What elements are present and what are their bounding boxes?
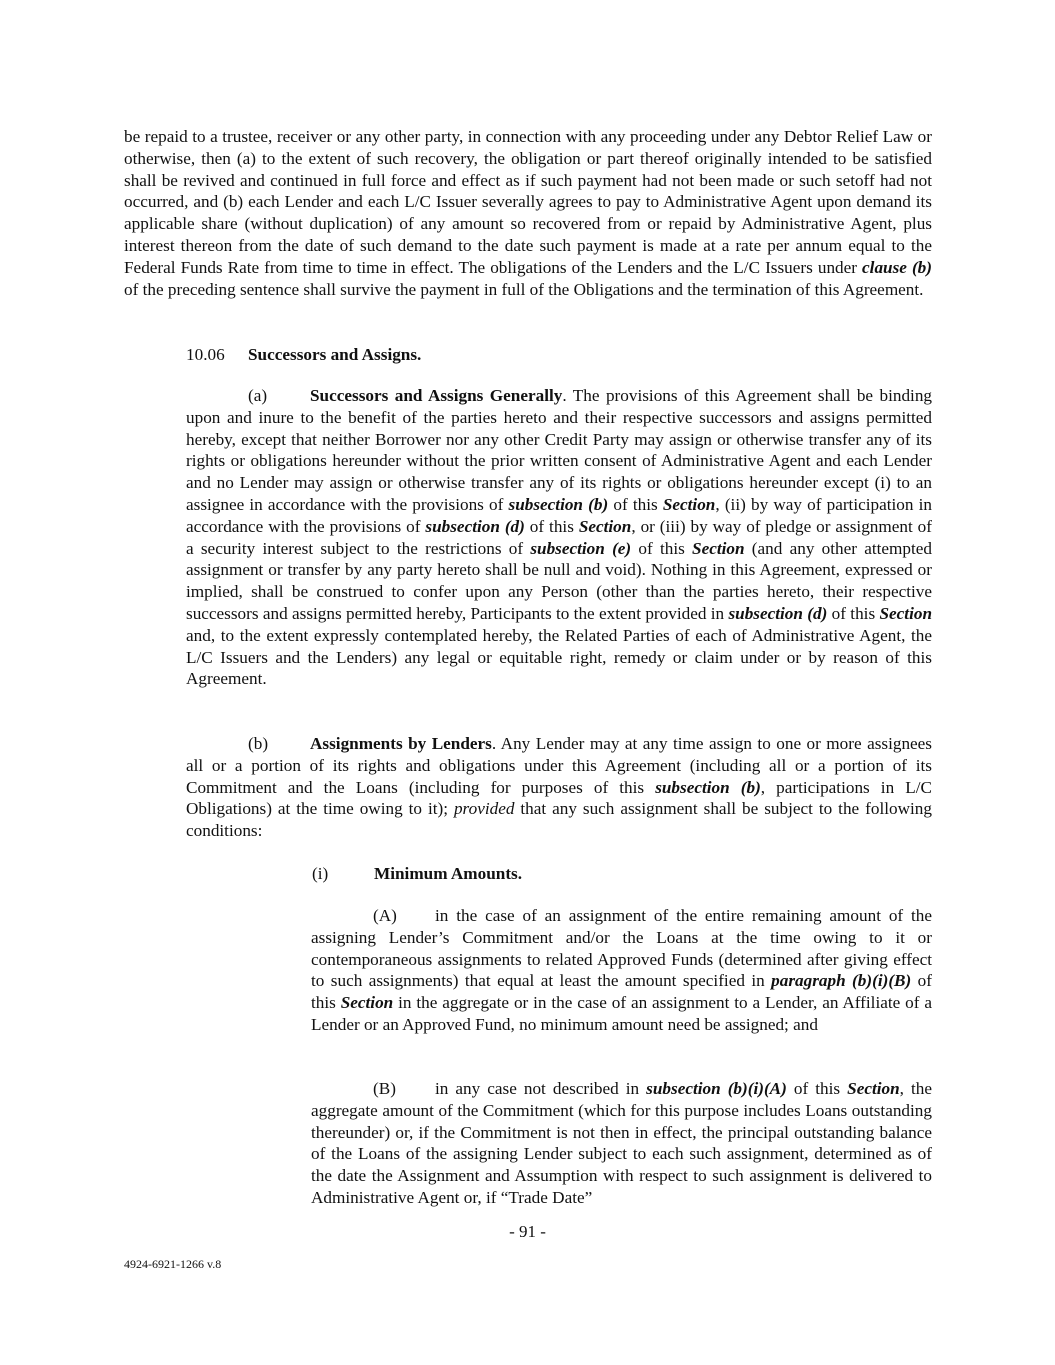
paragraph-heading: Successors and Assigns Generally <box>310 386 563 405</box>
italic-term: provided <box>453 799 515 819</box>
text-run: . The provisions of this Agreement shall be binding upon and inure to the benefit of the parties hereto and their respective successors and assigns permitted hereby, except that neither Borrower nor any other Credit Party may assign or otherwise transfer any of its rights or obligations hereunder without the prior written consent of Administrative Agent and each Lender and no Lender may assign or otherwise transfer any of its rights or obligations hereunder except (i) to an assignee in accordance with the provisions of <box>186 386 933 514</box>
text-run: , or (iii) by way of pledge or assignment of a security interest subject to the restrictions of <box>186 516 932 558</box>
cross-reference: Section <box>340 993 394 1013</box>
cross-reference: Section <box>662 494 716 514</box>
section-heading <box>186 344 421 366</box>
paragraph-label: (i) <box>312 864 329 883</box>
text-run: be repaid to a trustee, receiver or any other party, in connection with any proceeding under any Debtor Relief Law or otherwise, then (a) to the extent of such recovery, the obligation or part thereof originally intended to be satisfied shall be revived and continued in full force and effect as if such payment had not been made or such setoff had not occurred, and (b) each Lender and each L/C Issuer severally agrees to pay to Administrative Agent upon demand its applicable share (without duplication) of any amount so recovered from or repaid by Administrative Agent, plus interest thereon from the date of such demand to the date such payment is made at a rate per annum equal to the Federal Funds Rate from time to time in effect. The obligations of the Lenders and the L/C Issuers under <box>124 127 932 277</box>
text-run: of this <box>786 1079 848 1098</box>
cross-reference: subsection (d) <box>728 603 828 623</box>
text-run: in the case of an assignment of the entire remaining amount of the assigning Lender’s Commitment and/or the Loans at the time owing to it or contemporaneous assignments to related Approved Funds (determined after giving effect to such assignments) that equal at least the amount specified in <box>311 906 932 991</box>
paragraph-heading: Assignments by Lenders <box>310 734 492 753</box>
paragraph-label: (b) <box>248 734 269 753</box>
subparagraph-i-heading <box>312 863 522 885</box>
clause-A <box>311 905 932 1036</box>
text-run: , (ii) by way of participation in accordance with the provisions of <box>186 494 933 536</box>
text-run: , participations in L/C Obligations) at the time owing to it); <box>186 777 932 819</box>
text-run: that any such assignment shall be subject to the following conditions: <box>186 799 932 841</box>
cross-reference: Section <box>847 1079 900 1098</box>
document-id: 4924-6921-1266 v.8 <box>124 1257 222 1271</box>
text-run: in any case not described in <box>435 1079 647 1098</box>
cross-reference: clause (b) <box>862 257 933 277</box>
text-run: of this <box>827 603 880 623</box>
text-run: of the preceding sentence shall survive the payment in full of the Obligations and the termination of this Agreement. <box>124 279 924 299</box>
section-number: 10.06 <box>186 345 225 364</box>
cross-reference: paragraph (b)(i)(B) <box>771 971 912 991</box>
text-run: (and any other attempted assignment or transfer by any party hereto shall be null and void). Nothing in this Agreement, expressed or implied, shall be construed to confer upon any Person (other than the parties hereto, their respective successors and assigns permitted hereby, Participants to the extent provided in <box>186 538 932 623</box>
section-title: Successors and Assigns. <box>248 345 422 364</box>
cross-reference: subsection (d) <box>425 516 525 536</box>
text-run: of this <box>524 516 579 536</box>
cross-reference: subsection (b) <box>655 777 761 797</box>
paragraph-a <box>186 385 932 690</box>
text-run: of this <box>631 538 693 558</box>
page-number: - 91 - <box>509 1222 546 1241</box>
text-run: of this <box>608 494 663 514</box>
cross-reference: Section <box>692 538 745 558</box>
cross-reference: subsection (e) <box>530 538 632 558</box>
text-run: in the aggregate or in the case of an assignment to a Lender, an Affiliate of a Lender or an Approved Fund, no minimum amount need be assigned; and <box>311 993 932 1034</box>
text-run: of this <box>311 971 932 1013</box>
text-run: and, to the extent expressly contemplated hereby, the Related Parties of each of Administrative Agent, the L/C Issuers and the Lenders) any legal or equitable right, remedy or claim under or by reason of this Agreement. <box>186 625 932 689</box>
paragraph-label: (a) <box>248 386 268 405</box>
cross-reference: subsection (b) <box>508 494 609 514</box>
continuation-paragraph <box>124 126 932 300</box>
cross-reference: subsection (b)(i)(A) <box>646 1079 787 1098</box>
paragraph-b <box>186 733 932 842</box>
text-run: . Any Lender may at any time assign to one or more assignees all or a portion of its rights and obligations under this Agreement (including all or a portion of its Commitment and the Loans (including for purposes of this <box>186 734 932 797</box>
clause-B <box>311 1078 932 1209</box>
cross-reference: Section <box>879 603 933 623</box>
cross-reference: Section <box>578 516 632 536</box>
paragraph-label: (A) <box>373 906 397 925</box>
paragraph-label: (B) <box>373 1079 396 1098</box>
text-run: , the aggregate amount of the Commitment (which for this purpose includes Loans outstanding thereunder) or, if the Commitment is not then in effect, the principal outstanding balance of the Loans of the assigning Lender subject to each such assignment, determined as of the date the Assignment and Assumption with respect to such assignment is delivered to Administrative Agent or, if “Trade Date” <box>311 1079 933 1207</box>
paragraph-heading: Minimum Amounts. <box>374 864 523 883</box>
